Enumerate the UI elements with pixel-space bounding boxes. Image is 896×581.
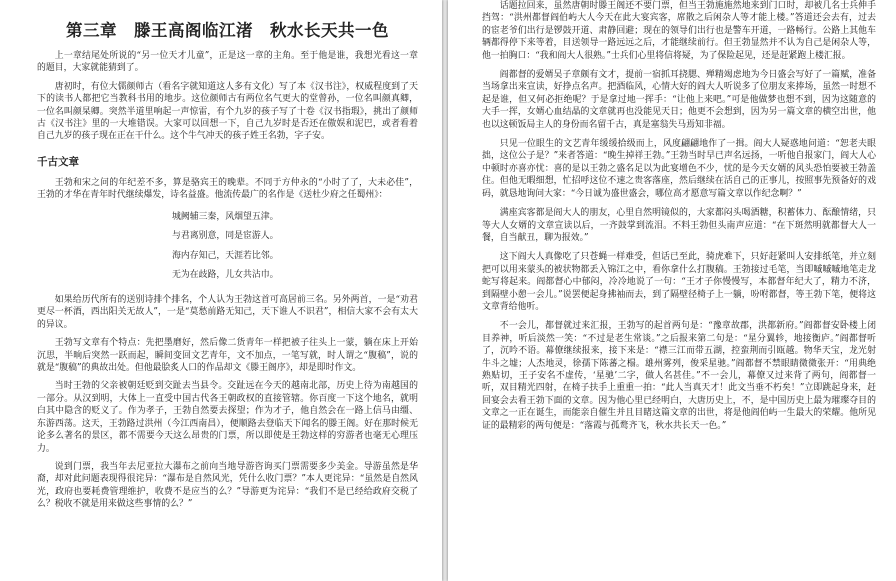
paragraph: 王勃和宋之问的年纪差不多，算是骆宾王的晚辈。不同于方仲永的“小时了了，大未必佳”，王勃的才华在青年时代继续爆发，诗名益盛。他流传最广的名作是《送杜少府之任蜀州》： [37,177,418,201]
paragraph: 这下阎大人真像吃了只苍蝇一样难受，但话已至此，骑虎难下，只好赶紧叫人安排纸笔，并立刻把可以用来蒙头的被状物都丢入锦江之中，看你拿什么打腹稿。王勃接过毛笔，当即嘁嘁嘁地笔走龙蛇写将起来。阎都督心中郁闷，冷冷地说了一句：“王才子你慢慢写，本都督年纪大了，精力不济，到隔壁小憩一会儿。”说罢便起身拂袖而去，到了隔壁径椅子上一躺，吩咐都督，等王勃下笔，便将这文章背给他听。 [482,252,876,312]
poem-line: 城阙辅三秦，风烟望五津。 [172,211,279,222]
paragraph: 话题拉回来，虽然唐朝时滕王阁还不要门票，但当王勃施施然地来到门口时，却被几名士兵伸手挡驾：“洪州都督阎伯屿大人今天在此大宴宾客，席散之后闲杂人等才能上楼。”答道还会去有，过去的宦老爷们出行是锣鼓开道、肃静回避；现在的领导们出行也是警车开道，一路畅行。公路上其他车辆都得停下来等着，目送领导一路远远之后，才能继续前行。但王勃显然并不认为自己是闲杂人等，他一拍胸口：“我和阎大人很熟。”士兵们心里将信将疑，为了保险起见，还是赶紧跑上楼汇报。 [482,1,876,61]
paragraph: 唐初时，有位大儒颜师古（看名字就知道这人多有文化）写了本《汉书注》，权威程度到了天下的读书人都把它当教科书用的地步。这位颜师古有两位名气更大的堂曾孙，一位名叫颜真卿，一位名叫颜杲卿。突然半道里响起一声惊雷，有个九岁的孩子写了十卷《汉书指瑕》，挑出了颜师古《汉书注》里的一大堆错误。大家可以回想一下，自己九岁时是否还在傲娱和泥巴，或者看着自己九岁的孩子现在正在干什么。这个牛气冲天的孩子姓王名勃，字子安。 [37,81,418,142]
paragraph: 只见一位眼生的文艺青年缓缓拾级而上，风度翩翩地作了一揖。阎大人疑惑地问道：“恕老夫眼拙，这位公子是？”来者答道：“晚生掉祥王勃。”王勃当时早已声名远扬，一听他自报家门，阎大人心中顿时亦喜亦忧：喜的是以王勃之盛名足以为此宴增色不少，忧的是今天女婿的风头恐怕要被王勃盖住。但他无暇细想，忙招呼这位不速之贵客落座，然后继续在活自己的正事儿，按照事先预备好的戏码，就恳地询问大家：“今日诚为盛世盛会，哪位高才愿意写篇文章以作纪念啊？” [482,139,876,199]
paragraph: 说到门票，我当年去尼亚拉大瀑布之前向当地导游咨询买门票需要多少美金。导游虽然是华裔，却对此问题表现得很诧异：“瀑布是自然风光，凭什么收门票？”本人更诧异：“虽然是自然风光，政府也要耗费管理维护，收费不是应当的么？”导游更为诧异：“我们不是已经给政府交税了么？税收不就是用来做这些事情的么？” [37,461,418,510]
right-page [448,0,896,581]
paragraph: 阎都督的爱婿吴子章颇有文才，提前一宿抓耳挠腮、殚精竭虑地为今日盛会写好了一篇赋，准备当场拿出来宣读，好挣点名声。把酒临风，心情大好的阎大人听说多了位朋友来捧场，虽然一时想不起是谁，但又何必拒绝呢？于是拿过地一挥手：“让他上来吧。”可是他做梦也想不到，因为这随意的大手一挥，女婿心血结晶的文章就再也没能见天日；他更不会想到，因为另一篇文章的横空出世，他也以这顿饭局主人的身份而名留千古，真是塞翁失马焉知非福。 [482,70,876,130]
paragraph: 王勃写文章有个特点：先把墨磨好，然后像二货青年一样把被子往头上一蒙，躺在床上开始沉思，半晌后突然一跃而起，瞬间变回文艺青年，文不加点，一笔写就，时人谓之“腹稿”，说的就是“腹稿”的典故出处。但他最脍炙人口的作品却文《滕王阁序》，却是即时作文。 [37,338,418,374]
poem-line: 海内存知己，天涯若比邻。 [172,250,279,261]
chapter-title: 第三章 滕王高阁临江渚 秋水长天共一色 [66,21,389,40]
paragraph: 不一会儿，都督就过来汇报，王勃写的起首两句是：“豫章故郡，洪都新府。”阎都督安卧楼上闭目养神，听后淡然一笑：“不过是老生常谈。”之后报来第二句是：“星分翼轸，地接衡庐。”阎都督听了，沉吟不语。幕僚继续报来，接下来是：“襟三江而带五湖，控蛮荆而引瓯越。物华天宝，龙光射牛斗之墟；人杰地灵，徐孺下陈蕃之榻。雄州雾列，俊采星驰。”阎都督不禁眼睛微微张开：“用典绝熟贴切，王子安名不虚传，‘星驰’二字，做人名甚佳。”不一会儿，幕僚又过来背了两句，阎都督一听，双目精光四射，在椅子扶手上重重一拍：“此人当真天才！此文当垂不朽矣！”立即跳起身来，赶回宴会去看王勃下面的文章。因为他心里已经明白，大唐历史上，不，是中国历史上最为璀璨夺目的文章之一正在诞生，而能亲自催生并且目睹这篇文章的出世，将是他阎伯屿一生最大的荣耀。他所见证的最精彩的两句便是：“落霞与孤鹜齐飞，秋水共长天一色。” [482,321,876,431]
poem-line: 与君离别意，同是宦游人。 [172,231,279,242]
paragraph: 如果给历代所有的送别诗排个排名，个人认为王勃这首可高居前三名。另外两首，一是“劝君更尽一杯酒，西出阳关无故人”，一是“莫愁前路无知己，天下谁人不识君”，相信大家不会有太大的异议。 [37,295,418,330]
section-title: 千古文章 [37,155,79,168]
poem [37,208,418,286]
paragraph: 满座宾客都是阎大人的朋友，心里自然明镜似的，大家都闷头喝酒糖，积蓄体力、酝酿情绪，只等大人女婿的文章宣读以后，一齐鼓掌到流泪。不料王勃但头南声应道：“在下斑然明就都督大人一餐，自当献丑，聊为报效。” [482,208,876,243]
paragraph: 当时王勃的父亲被朝廷贬到交趾去当县令。交趾远在今天的越南北部，历史上待为南越国的一部分。从汉到明，大体上一直受中国古代各王朝政权的直接管辖。你百度一下这个地名，就明白其中隐含的贬义了。作为孝子，王勃自然要去探望；作为才子，他自然会在一路上信马由缰、东游西荡。这天，王勃路过洪州（今江西南昌），便顺路去登临天下闻名的滕王阁。好在那时候无论多么著名的景区，都不需要今天这么昂贵的门票，所以即使是王勃这样的穷游者也毫无心理压力。 [37,381,418,454]
poem-line: 无为在歧路，儿女共沾巾。 [172,270,279,281]
paragraph: 上一章结尾处所说的“另一位天才儿童”，正是这一章的主角。至于他是谁，我想光看这一章的题目，大家就能猜到了。 [37,51,418,74]
left-page [0,0,442,581]
